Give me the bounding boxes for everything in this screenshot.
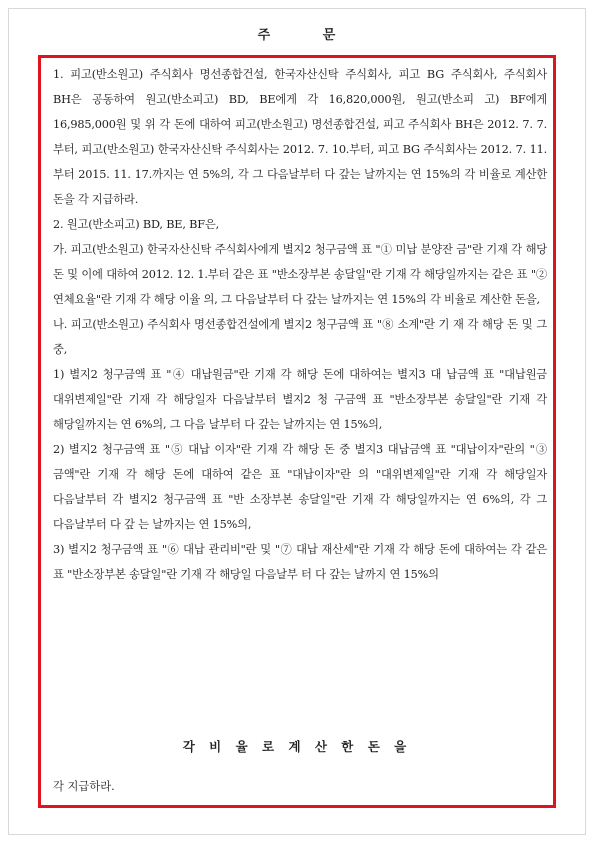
paragraph-2-ga: 가. 피고(반소원고) 한국자산신탁 주식회사에게 별지2 청구금액 표 "① 미납 분양잔 금"란 기재 각 해당 돈 및 이에 대하여 2012. 12. 1.부터 같은 표 "반소장부본 송달일"란 기재 각 해당일까지는 같은 표 "② 연체요율"란 기재 각 해당 이율 의, 그 다음날부터 다 갚는 날까지는 연 15%의 각 비율로 계산한 돈을, <box>53 243 547 306</box>
document-body <box>53 62 547 587</box>
document-title: 주 문 <box>257 28 337 43</box>
paragraph-2-na-2: 2) 별지2 청구금액 표 "⑤ 대납 이자"란 기재 각 해당 돈 중 별지3 대납금액 표 "대납이자"란의 "③ 금액"란 기재 각 해당 돈에 대하여 같은 표 "대납이자"란 의 "대위변제일"란 기재 각 해당일자 다음날부터 각 별지2 청구금액 표 "반 소장부본 송달일"란 기재 각 해당일까지는 연 6%의, 각 그 다음날부터 다 갚 는 날까지는 연 15%의, <box>53 443 547 531</box>
section-heading: 각 비 율 로 계 산 한 돈 을 <box>182 739 412 754</box>
paragraph-1: 1. 피고(반소원고) 주식회사 명선종합건설, 한국자산신탁 주식회사, 피고 BG 주식회사, 주식회사 BH은 공동하여 원고(반소피고) BD, BE에게 각 16,820,000원, 원고(반소피 고) BF에게 16,985,000원 및 위 각 돈에 대하여 피고(반소원고) 명선종합건설, 피고 주식회사 BH은 2012. 7. 7.부터, 피고(반소원고) 한국자산신탁 주식회사는 2012. 7. 10.부터, 피고 BG 주식회사는 2012. 7. 11.부터 2015. 11. 17.까지는 연 5%의, 각 그 다음날부터 다 갚는 날까지는 연 15%의 각 비율로 계산한 돈을 각 지급하라. <box>53 68 547 206</box>
paragraph-2-na-1: 1) 별지2 청구금액 표 "④ 대납원금"란 기재 각 해당 돈에 대하여는 별지3 대 납금액 표 "대납원금 대위변제일"란 기재 각 해당일자 다음날부터 별지2 청 구금액 표 "반소장부본 송달일"란 기재 각 해당일까지는 연 6%의, 그 다음 날부터 다 갚는 날까지는 연 15%의, <box>53 368 547 431</box>
closing-line: 각 지급하라. <box>53 780 115 793</box>
paragraph-2: 2. 원고(반소피고) BD, BE, BF은, <box>53 218 219 231</box>
paragraph-2-na: 나. 피고(반소원고) 주식회사 명선종합건설에게 별지2 청구금액 표 "⑧ 소계"란 기 재 각 해당 돈 및 그 중, <box>53 318 547 356</box>
paragraph-2-na-3: 3) 별지2 청구금액 표 "⑥ 대납 관리비"란 및 "⑦ 대납 재산세"란 기재 각 해당 돈에 대하여는 각 같은 표 "반소장부본 송달일"란 기재 각 해당일 다음날부 터 다 갚는 날까지 연 15%의 <box>53 543 547 581</box>
